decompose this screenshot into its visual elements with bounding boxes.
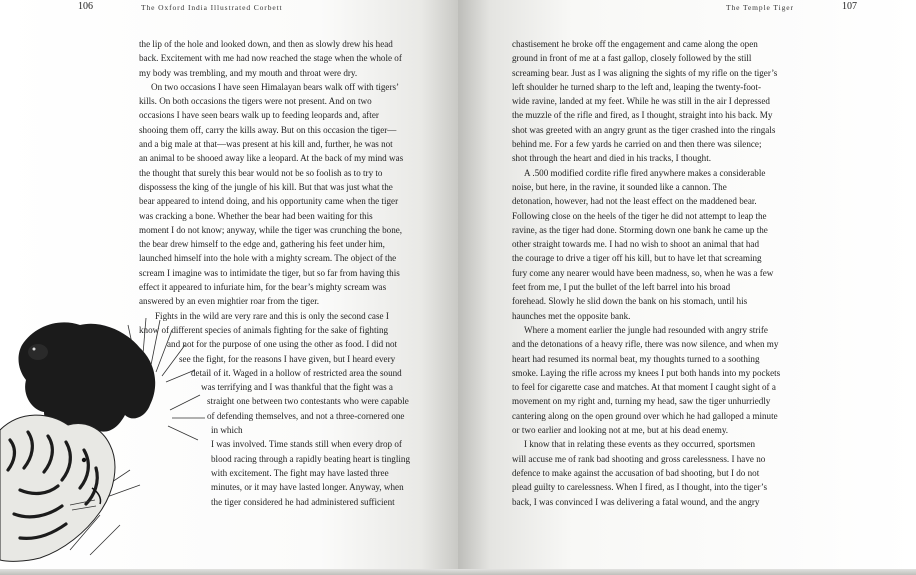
text-line: haunches met the opposite bank. [512,310,631,321]
text-line: and the detonations of a heavy rifle, there was now silence, and when my [512,339,779,350]
text-line: back. Excitement with me had now reached the stage when the whole of [139,53,402,64]
text-line: occasions I have seen bears walk up to feeding leopards and, after [139,110,379,121]
text-line: behind me. For a few yards he carried on and then there was silence; [512,139,762,150]
text-line: Following close on the heels of the tiger he did not attempt to leap the [512,210,767,221]
paragraph [139,80,423,309]
right-page-number: 107 [842,1,857,12]
text-line: know of different species of animals fighting for the sake of fighting [139,324,389,335]
text-line: or two earlier and looking not at me, but at his dead enemy. [512,425,729,436]
text-line: my body was trembling, and my mouth and throat were dry. [139,67,358,78]
text-line: to feel for cigarette case and matches. At that moment I caught sight of a [512,382,776,393]
text-line: chastisement he broke off the engagement and came along the open [512,39,758,49]
text-line: other straight towards me. I had no wish to shoot an animal that had [512,239,759,250]
text-line: and not for the purpose of one using the other as food. I did not [167,339,398,350]
paragraph [512,323,796,437]
text-line: answered by an even mightier roar from the tiger. [139,296,320,307]
text-line: the courage to drive a tiger off his kill, but to have let that screaming [512,253,762,264]
text-line: in which [211,425,243,436]
right-page [458,0,916,575]
text-line: and a big male at that—was present at his kill and, further, he was not [139,139,393,150]
text-line: noise, but here, in the ravine, it sounded like a cannon. The [512,181,727,192]
text-line: I was involved. Time stands still when every drop of [211,439,402,450]
text-line: effect it appeared to infuriate him, for the bear’s mighty scream was [139,282,387,293]
text-line: was terrifying and I was thankful that the fight was a [201,382,393,393]
text-line: with excitement. The fight may have lasted three [211,467,389,478]
text-line: moment I do not know; anyway, while the tiger was crunching the bone, [139,224,403,235]
text-line: will accuse me of rank bad shooting and gross carelessness. I have no [512,453,766,464]
text-line: feet from me, I put the bullet of the left barrel into his broad [512,282,731,293]
text-line: launched himself into the hole with a mighty scream. The object of the [139,253,397,264]
text-line: ground in front of me at a fast gallop, closely followed by the still [512,53,752,64]
paragraph [512,37,796,166]
text-line: the thought that surely this bear would not be so foolish as to try to [139,167,383,178]
text-line: movement on my right and, turning my head, saw the tiger unhurriedly [512,396,771,407]
text-line: screaming bear. Just as I was aligning the sights of my rifle on the tiger’s [512,67,778,78]
text-line: was cracking a bone. Whether the bear had been waiting for this [139,210,373,221]
text-line: detail of it. Waged in a hollow of restricted area the sound [191,367,402,378]
left-page-number: 106 [78,1,93,12]
text-line: wide ravine, landed at my feet. While he was still in the air I depressed [512,96,770,107]
paragraph [139,37,423,80]
text-line: detonation, however, had not the least effect on the maddened bear. [512,196,757,207]
text-line: the tiger considered he had administered sufficient [211,496,395,507]
right-text-column [512,37,796,509]
text-line: kills. On both occasions the tigers were not present. And on two [139,96,372,107]
text-line: an animal to be shooed away like a leopard. At the back of my mind was [139,153,404,164]
book-bottom-edge [0,569,916,575]
text-line: back, I was convinced I was delivering a fatal wound, and the angry [512,496,760,507]
text-line: the bear drew himself to the edge and, gathering his feet under him, [139,239,385,250]
text-line: blood racing through a rapidly beating heart is tingling [211,453,411,464]
text-line: I know that in relating these events as they occurred, sportsmen [524,439,756,450]
right-running-head: The Temple Tiger [726,3,794,12]
text-line: left shoulder he turned sharp to the left and, leaping the twenty-foot- [512,81,761,92]
text-line: defence to make against the accusation of bad shooting, but I do not [512,467,760,478]
text-line: the lip of the hole and looked down, and then as slowly drew his head [139,39,393,49]
text-line: heart had resumed its normal beat, my thoughts turned to a soothing [512,353,760,364]
text-line: shot was greeted with an angry grunt as the tiger crashed into the ringals [512,124,776,135]
text-line: cantering along on the open ground over which he had galloped a minute [512,410,778,421]
text-line: Where a moment earlier the jungle had resounded with angry strife [524,324,768,335]
text-line: minutes, or it may have lasted longer. Anyway, when [211,482,404,493]
text-line: Fights in the wild are very rare and this is only the second case I [155,310,389,321]
bear-and-tiger-fight-illustration [0,300,215,568]
text-line: shooing them off, carry the kills away. But on this occasion the tiger— [139,124,397,135]
text-line: dispossess the king of the jungle of his kill. But that was just what the [139,181,393,192]
text-line: of defending themselves, and not a three-cornered one [207,410,405,421]
text-line: bear appeared to intend doing, and his opportunity came when the tiger [139,196,399,207]
text-line: the muzzle of the rifle and fired, as I thought, straight into his back. My [512,110,773,121]
paragraph [512,166,796,323]
text-line: On two occasions I have seen Himalayan bears walk off with tigers’ [151,81,400,92]
text-line: A .500 modified cordite rifle fired anywhere makes a considerable [524,167,766,178]
text-line: smoke. Laying the rifle across my knees I put both hands into my pockets [512,367,781,378]
text-line: fury come any nearer would have been madness, so, when he was a few [512,267,774,278]
text-line: ravine, as the tiger had done. Storming down one bank he came up the [512,224,768,235]
left-running-head: The Oxford India Illustrated Corbett [141,3,283,12]
text-line: plead guilty to carelessness. When I fired, as I thought, into the tiger’s [512,482,767,493]
text-line: straight one between two contestants who were capable [207,396,409,407]
text-line: forehead. Slowly he slid down the bank on his stomach, until his [512,296,748,307]
text-line: shot through the heart and died in his tracks, I thought. [512,153,712,164]
text-line: scream I imagine was to intimidate the tiger, but so far from having this [139,267,400,278]
paragraph [512,437,796,508]
text-line: see the fight, for the reasons I have given, but I heard every [179,353,396,364]
